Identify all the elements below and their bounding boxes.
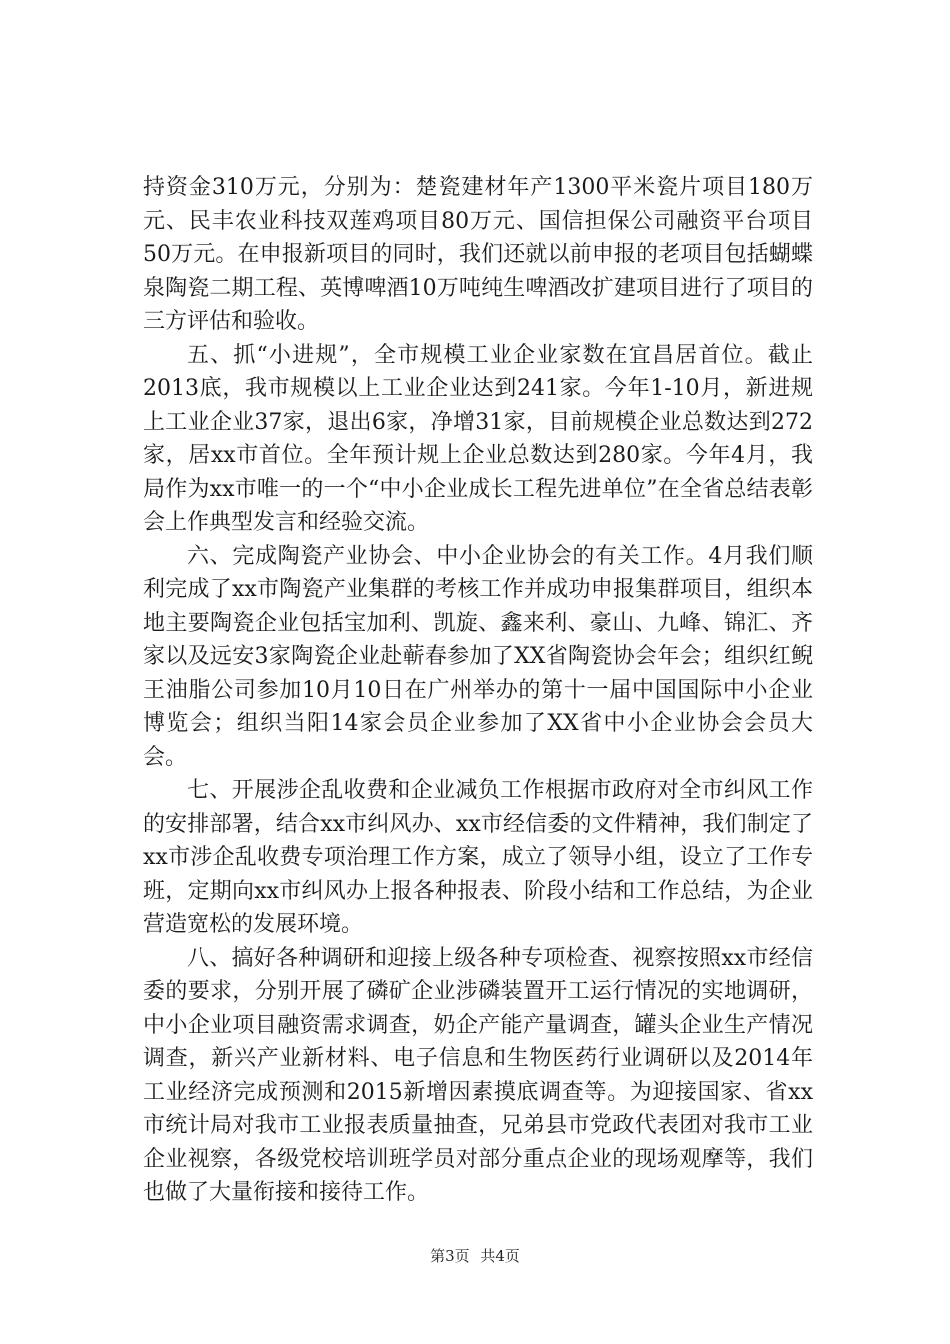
page-footer	[0, 1246, 950, 1266]
paragraph-3: 六、完成陶瓷产业协会、中小企业协会的有关工作。4月我们顺利完成了xx市陶瓷产业集群的考核工作并成功申报集群项目，组织本地主要陶瓷企业包括宝加利、凯旋、鑫来利、豪山、九峰、锦汇、齐家以及远安3家陶瓷企业赴蕲春参加了XX省陶瓷协会年会；组织红鲵王油脂公司参加10月10日在广州举办的第十一届中国国际中小企业博览会；组织当阳14家会员企业参加了XX省中小企业协会会员大会。	[143, 543, 813, 770]
paragraph-1: 持资金310万元，分别为：楚瓷建材年产1300平米瓷片项目180万元、民丰农业科技双莲鸡项目80万元、国信担保公司融资平台项目50万元。在申报新项目的同时，我们还就以前申报的老项目包括蝴蝶泉陶瓷二期工程、英博啤酒10万吨纯生啤酒改扩建项目进行了项目的三方评估和验收。	[143, 175, 813, 334]
paragraph-2: 五、抓“小进规”，全市规模工业企业家数在宜昌居首位。截止2013底，我市规模以上工业企业达到241家。今年1-10月，新进规上工业企业37家，退出6家，净增31家，目前规模企业总数达到272家，居xx市首位。全年预计规上企业总数达到280家。今年4月，我局作为xx市唯一的一个“中小企业成长工程先进单位”在全省总结表彰会上作典型发言和经验交流。	[143, 342, 813, 535]
document-body	[143, 171, 813, 1210]
paragraph-5: 八、搞好各种调研和迎接上级各种专项检查、视察按照xx市经信委的要求，分别开展了磷矿企业涉磷装置开工运行情况的实地调研，中小企业项目融资需求调查，奶企产能产量调查，罐头企业生产情况调查，新兴产业新材料、电子信息和生物医药行业调研以及2014年工业经济完成预测和2015新增因素摸底调查等。为迎接国家、省xx市统计局对我市工业报表质量抽查，兄弟县市党政代表团对我市工业企业视察，各级党校培训班学员对部分重点企业的现场观摩等，我们也做了大量衔接和接待工作。	[143, 945, 813, 1205]
paragraph-4: 七、开展涉企乱收费和企业减负工作根据市政府对全市纠风工作的安排部署，结合xx市纠风办、xx市经信委的文件精神，我们制定了xx市涉企乱收费专项治理工作方案，成立了领导小组，设立了工作专班，定期向xx市纠风办上报各种报表、阶段小结和工作总结，为企业营造宽松的发展环境。	[143, 778, 813, 937]
page-number: 第3页	[430, 1247, 470, 1265]
page-total: 共4页	[480, 1247, 520, 1265]
